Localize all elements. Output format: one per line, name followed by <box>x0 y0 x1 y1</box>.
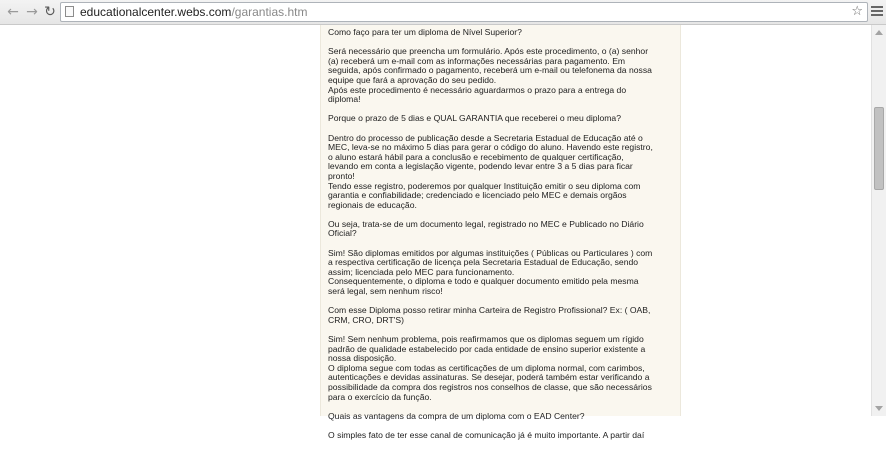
text-line: regionais de educação. <box>328 199 417 210</box>
scroll-up-arrow-icon[interactable] <box>875 30 883 35</box>
text-line: para o exercício da função. <box>328 391 432 402</box>
text-line: Sim! São diplomas emitidos por algumas instituições ( Públicas ou Particulares ) com <box>328 247 653 258</box>
url-host: educationalcenter.webs.com <box>80 5 232 19</box>
text-line: (a) receberá um e-mail com as informações necessárias para pagamento. Em <box>328 55 626 66</box>
vertical-scrollbar[interactable] <box>871 25 886 416</box>
text-line: Será necessário que preencha um formulário. Após este procedimento, o (a) senhor <box>328 46 649 57</box>
text-line: Ou seja, trata-se de um documento legal, registrado no MEC e Publicado no Diário <box>328 218 644 229</box>
paragraph <box>328 114 678 124</box>
forward-arrow-icon[interactable]: → <box>26 4 38 20</box>
text-line: equipe que fará a aprovação do seu pedido. <box>328 74 497 85</box>
text-line: Consequentemente, o diploma e todo e qualquer documento emitido pela mesma <box>328 276 639 287</box>
text-line: diploma! <box>328 94 361 105</box>
text-line: Com esse Diploma posso retirar minha Carteira de Registro Profissional? Ex: ( OAB, <box>328 305 651 316</box>
text-line: O simples fato de ter esse canal de comunicação já é muito importante. A partir daí <box>328 429 645 440</box>
text-line: Tendo esse registro, poderemos por qualquer Instituição emitir o seu diploma com <box>328 180 641 191</box>
star-icon[interactable]: ☆ <box>851 4 863 19</box>
text-line: nossa disposição. <box>328 353 397 364</box>
hamburger-menu-icon[interactable] <box>871 6 883 18</box>
paragraph <box>328 47 678 105</box>
url-path: /garantias.htm <box>231 5 308 19</box>
text-line: autenticações e devidas assinaturas. Se desejar, poderá também estar verificando a <box>328 372 650 383</box>
paragraph <box>328 134 678 211</box>
text-line: O diploma segue com todas as certificações de um diploma normal, com carimbos, <box>328 362 645 373</box>
text-line: possibilidade da compra dos registros nos conselhos de classe, que são necessários <box>328 381 652 392</box>
page-icon <box>65 6 74 17</box>
paragraph <box>328 412 678 422</box>
text-line: Sim! Sem nenhum problema, pois reafirmamos que os diplomas seguem um rígido <box>328 334 644 344</box>
address-bar[interactable] <box>60 2 868 22</box>
back-arrow-icon[interactable]: ← <box>7 4 19 20</box>
text-line: seguida, após confirmado o pagamento, receberá um e-mail ou telefonema da nossa <box>328 65 652 76</box>
text-line: Quais as vantagens da compra de um diploma com o EAD Center? <box>328 410 585 421</box>
scroll-down-arrow-icon[interactable] <box>875 406 883 411</box>
browser-toolbar <box>0 0 886 25</box>
text-line: será legal, sem nenhum risco! <box>328 286 443 297</box>
url-text[interactable] <box>80 4 307 20</box>
paragraph <box>328 249 678 297</box>
paragraph <box>328 306 678 325</box>
paragraph <box>328 335 678 402</box>
content-column <box>320 25 681 440</box>
text-line: assim; licenciada pelo MEC para funcionamento. <box>328 266 515 277</box>
text-line: Como faço para ter um diploma de Nível Superior? <box>328 27 522 37</box>
text-line: o aluno estará hábil para a conclusão e recebimento de qualquer certificação, <box>328 151 624 162</box>
text-line: garantia e confiabilidade; credenciado e licenciado pelo MEC e demais orgãos <box>328 190 627 201</box>
page-viewport <box>0 25 871 440</box>
text-line: Oficial? <box>328 228 357 239</box>
text-line: padrão de qualidade estabelecido por cada entidade de ensino superior existente a <box>328 343 646 354</box>
text-line: levando em conta a legislação vigente, podendo levar entre 3 a 5 dias para ficar <box>328 161 633 172</box>
reload-icon[interactable]: ↻ <box>44 4 56 20</box>
text-line: Após este procedimento é necessário aguardarmos o prazo para a entrega do <box>328 84 627 95</box>
text-line: MEC, leva-se no máximo 5 dias para gerar o código do aluno. Havendo este registro, <box>328 142 653 153</box>
text-line: Porque o prazo de 5 dias e QUAL GARANTIA que receberei o meu diploma? <box>328 113 621 124</box>
text-line: Dentro do processo de publicação desde a Secretaria Estadual de Educação até o <box>328 132 643 143</box>
paragraph <box>328 220 678 239</box>
text-line: a respectiva certificação de licença pela Secretaria Estadual de Educação, sendo <box>328 257 639 268</box>
text-line: pronto! <box>328 170 355 181</box>
paragraph <box>328 431 678 441</box>
paragraph <box>328 28 678 38</box>
faq-text <box>328 28 678 450</box>
scrollbar-thumb[interactable] <box>874 107 884 190</box>
text-line: CRM, CRO, DRT'S) <box>328 314 404 325</box>
